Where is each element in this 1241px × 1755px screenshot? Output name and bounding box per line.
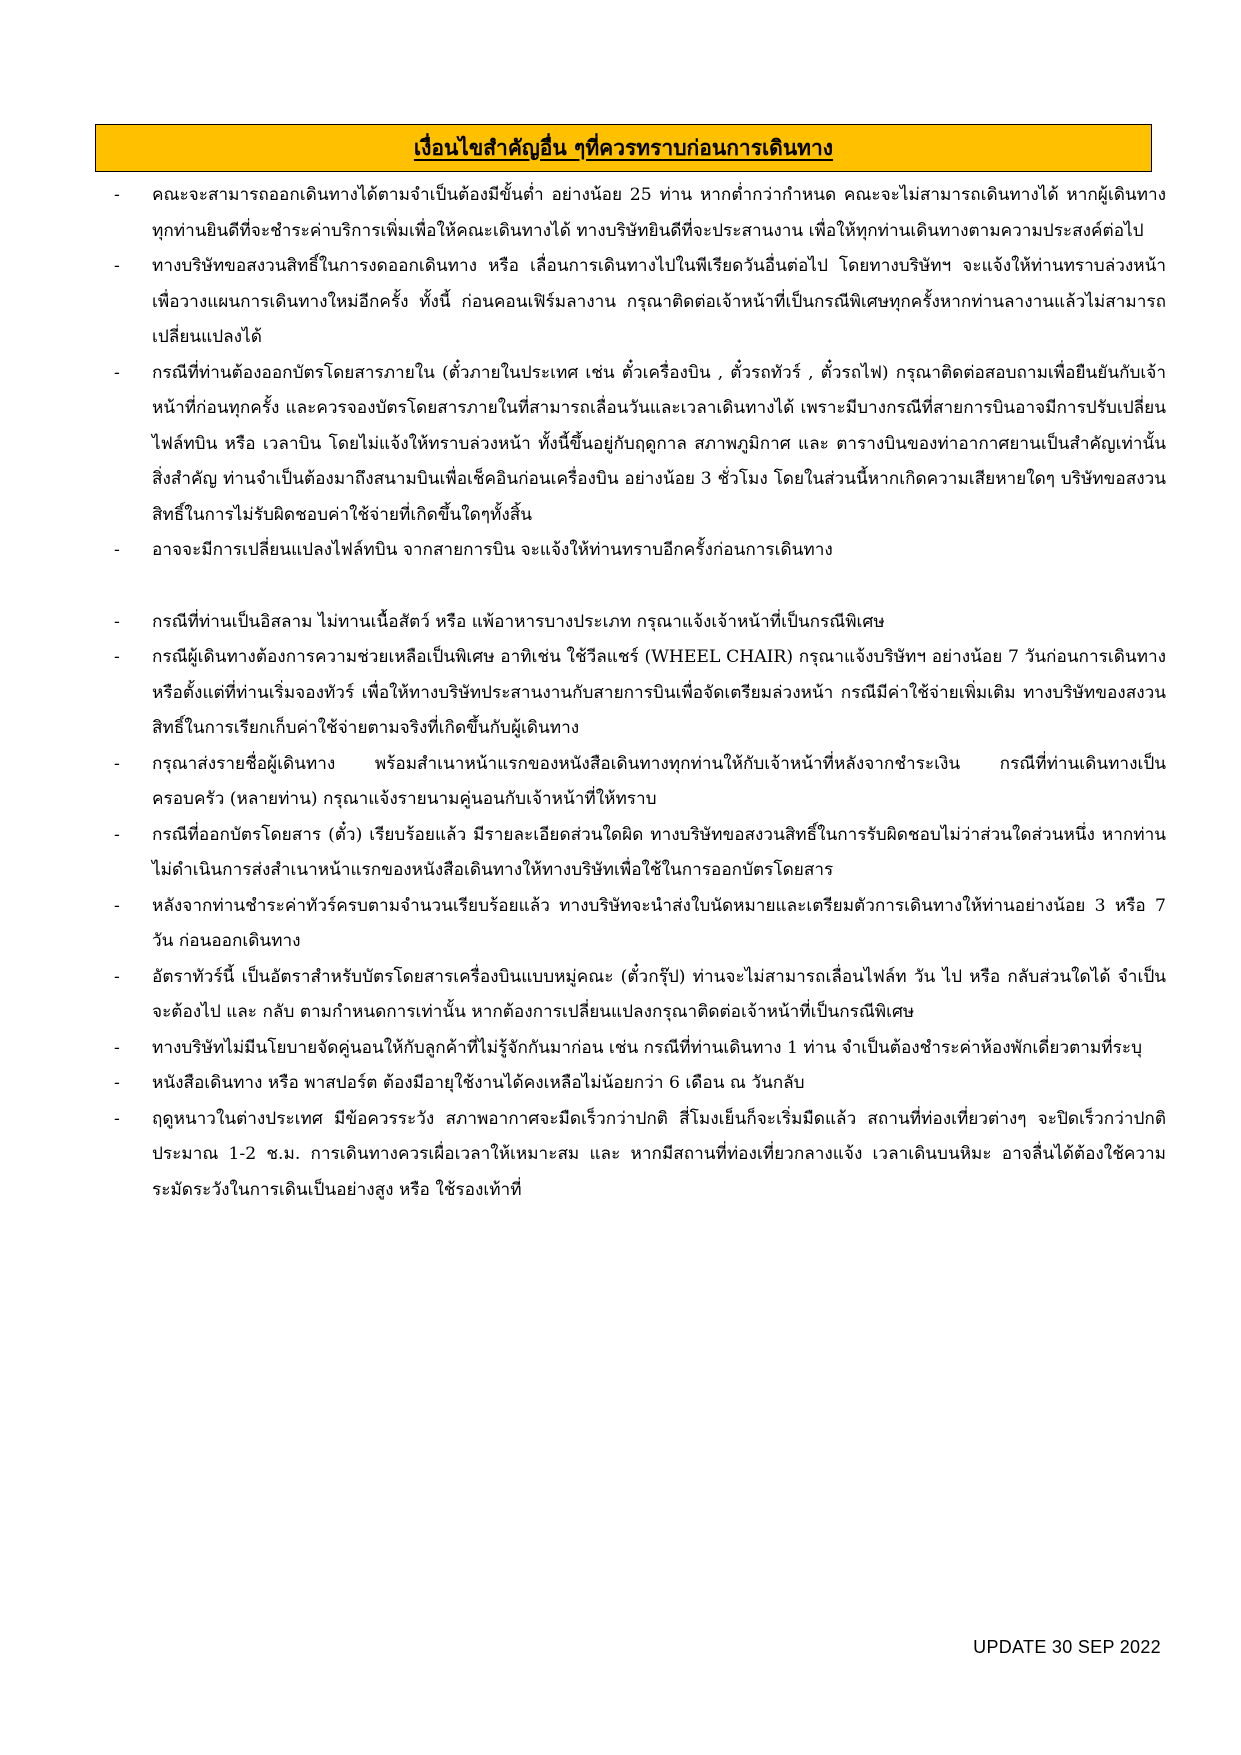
list-item-text: ทางบริษัทไม่มีนโยบายจัดคู่นอนให้กับลูกค้าที่ไม่รู้จักกันมาก่อน เช่น กรณีที่ท่านเดินทาง 1 ท่าน จำเป็นต้องชำระค่าห้องพักเดี่ยวตามที่ระบุ [152, 1037, 1142, 1058]
bullet-dash: - [114, 1037, 120, 1058]
list-item [114, 1102, 1166, 1209]
list-item-text: คณะจะสามารถออกเดินทางได้ตามจำเป็นต้องมีขั้นต่ำ อย่างน้อย 25 ท่าน หากต่ำกว่ากำหนด คณะจะไม่สามารถเดินทางได้ หากผู้เดินทางทุกท่านยินดีที่จะชำระค่าบริการเพิ่มเพื่อให้คณะเดินทางได้ ทางบริษัทยินดีที่จะประสานงาน เพื่อให้ทุกท่านเดินทางตามความประสงค์ต่อไป [152, 185, 1166, 241]
bullet-dash: - [114, 1073, 120, 1093]
list-item-text: อัตราทัวร์นี้ เป็นอัตราสำหรับบัตรโดยสารเครื่องบินแบบหมู่คณะ (ตั๋วกรุ๊ป) ท่านจะไม่สามารถเลื่อนไฟล์ท วัน ไป หรือ กลับส่วนใดได้ จำเป็นจะต้องไป และ กลับ ตามกำหนดการเท่านั้น หากต้องการเปลี่ยนแปลงกรุณาติดต่อเจ้าหน้าที่เป็นกรณีพิเศษ [152, 966, 1166, 1022]
bullet-dash: - [114, 966, 120, 987]
bullet-dash: - [114, 895, 120, 916]
list-item [114, 178, 1166, 249]
bullet-dash: - [114, 540, 120, 560]
bullet-dash: - [114, 1108, 120, 1129]
list-item-text: กรณีที่ออกบัตรโดยสาร (ตั๋ว) เรียบร้อยแล้ว มีรายละเอียดส่วนใดผิด ทางบริษัทขอสงวนสิทธิ์ในการรับผิดชอบไม่ว่าส่วนใดส่วนหนึ่ง หากท่านไม่ดำเนินการส่งสำเนาหน้าแรกของหนังสือเดินทางให้ทางบริษัทเพื่อใช้ในการออกบัตรโดยสาร [152, 824, 1166, 880]
bullet-dash: - [114, 753, 120, 774]
list-item-text: กรณีผู้เดินทางต้องการความช่วยเหลือเป็นพิเศษ อาทิเช่น ใช้วีลแชร์ (WHEEL CHAIR) กรุณาแจ้งบริษัทฯ อย่างน้อย 7 วันก่อนการเดินทาง หรือตั้งแต่ที่ท่านเริ่มจองทัวร์ เพื่อให้ทางบริษัทประสานงานกับสายการบินเพื่อจัดเตรียมล่วงหน้า กรณีมีค่าใช้จ่ายเพิ่มเติม ทางบริษัทของสงวนสิทธิ์ในการเรียกเก็บค่าใช้จ่ายตามจริงที่เกิดขึ้นกับผู้เดินทาง [152, 647, 1166, 738]
bullet-dash: - [114, 185, 120, 205]
bullet-dash: - [114, 647, 120, 667]
list-item [114, 605, 1166, 641]
list-item [114, 356, 1166, 534]
list-item-text: กรณีที่ท่านต้องออกบัตรโดยสารภายใน (ตั๋วภายในประเทศ เช่น ตั๋วเครื่องบิน , ตั๋วรถทัวร์ , ตั๋วรถไฟ) กรุณาติดต่อสอบถามเพื่อยืนยันกับเจ้าหน้าที่ก่อนทุกครั้ง และควรจองบัตรโดยสารภายในที่สามารถเลื่อนวันและเวลาเดินทางได้ เพราะมีบางกรณีที่สายการบินอาจมีการปรับเปลี่ยนไฟล์ทบิน หรือ เวลาบิน โดยไม่แจ้งให้ทราบล่วงหน้า ทั้งนี้ขึ้นอยู่กับฤดูกาล สภาพภูมิกาศ และ ตารางบินของท่าอากาศยานเป็นสำคัญเท่านั้น สิ่งสำคัญ ท่านจำเป็นต้องมาถึงสนามบินเพื่อเช็คอินก่อนเครื่องบิน อย่างน้อย 3 ชั่วโมง โดยในส่วนนี้หากเกิดความเสียหายใดๆ บริษัทขอสงวนสิทธิ์ในการไม่รับผิดชอบค่าใช้จ่ายที่เกิดขึ้นใดๆทั้งสิ้น [152, 362, 1166, 525]
list-item [114, 1031, 1166, 1067]
list-item [114, 533, 1166, 569]
bullet-dash: - [114, 362, 120, 383]
section-title: เงื่อนไขสำคัญอื่น ๆที่ควรทราบก่อนการเดินทาง [413, 135, 834, 160]
bullet-dash: - [114, 611, 120, 632]
list-item-text: หลังจากท่านชำระค่าทัวร์ครบตามจำนวนเรียบร้อยแล้ว ทางบริษัทจะนำส่งใบนัดหมายและเตรียมตัวการเดินทางให้ท่านอย่างน้อย 3 หรือ 7 วัน ก่อนออกเดินทาง [152, 895, 1166, 951]
list-item-text: ทางบริษัทขอสงวนสิทธิ์ในการงดออกเดินทาง หรือ เลื่อนการเดินทางไปในพีเรียดวันอื่นต่อไป โดยทางบริษัทฯ จะแจ้งให้ท่านทราบล่วงหน้าเพื่อวางแผนการเดินทางใหม่อีกครั้ง ทั้งนี้ ก่อนคอนเฟิร์มลางาน กรุณาติดต่อเจ้าหน้าที่เป็นกรณีพิเศษทุกครั้งหากท่านลางานแล้วไม่สามารถเปลี่ยนแปลงได้ [152, 256, 1166, 347]
list-item [114, 818, 1166, 889]
section-title-banner [95, 124, 1152, 172]
list-item-text: หนังสือเดินทาง หรือ พาสปอร์ต ต้องมีอายุใช้งานได้คงเหลือไม่น้อยกว่า 6 เดือน ณ วันกลับ [152, 1073, 805, 1093]
list-item-text: อาจจะมีการเปลี่ยนแปลงไฟล์ทบิน จากสายการบิน จะแจ้งให้ท่านทราบอีกครั้งก่อนการเดินทาง [152, 540, 833, 560]
list-item-text: กรณีที่ท่านเป็นอิสลาม ไม่ทานเนื้อสัตว์ หรือ แพ้อาหารบางประเภท กรุณาแจ้งเจ้าหน้าที่เป็นกรณีพิเศษ [152, 611, 885, 632]
list-item [114, 249, 1166, 356]
list-item [114, 640, 1166, 747]
conditions-list [114, 178, 1166, 1208]
bullet-dash: - [114, 256, 120, 276]
list-item [114, 747, 1166, 818]
list-item-text: ฤดูหนาวในต่างประเทศ มีข้อควรระวัง สภาพอากาศจะมืดเร็วกว่าปกติ สี่โมงเย็นก็จะเริ่มมืดแล้ว สถานที่ท่องเที่ยวต่างๆ จะปิดเร็วกว่าปกติ ประมาณ 1-2 ช.ม. การเดินทางควรเผื่อเวลาให้เหมาะสม และ หากมีสถานที่ท่องเที่ยวกลางแจ้ง เวลาเดินบนหิมะ อาจลื่นได้ต้องใช้ความระมัดระวังในการเดินเป็นอย่างสูง หรือ ใช้รองเท้าที่ [152, 1108, 1166, 1200]
list-item [114, 1066, 1166, 1102]
list-item [114, 960, 1166, 1031]
list-item-text: กรุณาส่งรายชื่อผู้เดินทาง พร้อมสำเนาหน้าแรกของหนังสือเดินทางทุกท่านให้กับเจ้าหน้าที่หลังจากชำระเงิน กรณีที่ท่านเดินทางเป็นครอบครัว (หลายท่าน) กรุณาแจ้งรายนามคู่นอนกับเจ้าหน้าที่ให้ทราบ [152, 753, 1166, 809]
update-date-footer: UPDATE 30 SEP 2022 [973, 1637, 1161, 1657]
list-item [114, 889, 1166, 960]
bullet-dash: - [114, 824, 120, 845]
